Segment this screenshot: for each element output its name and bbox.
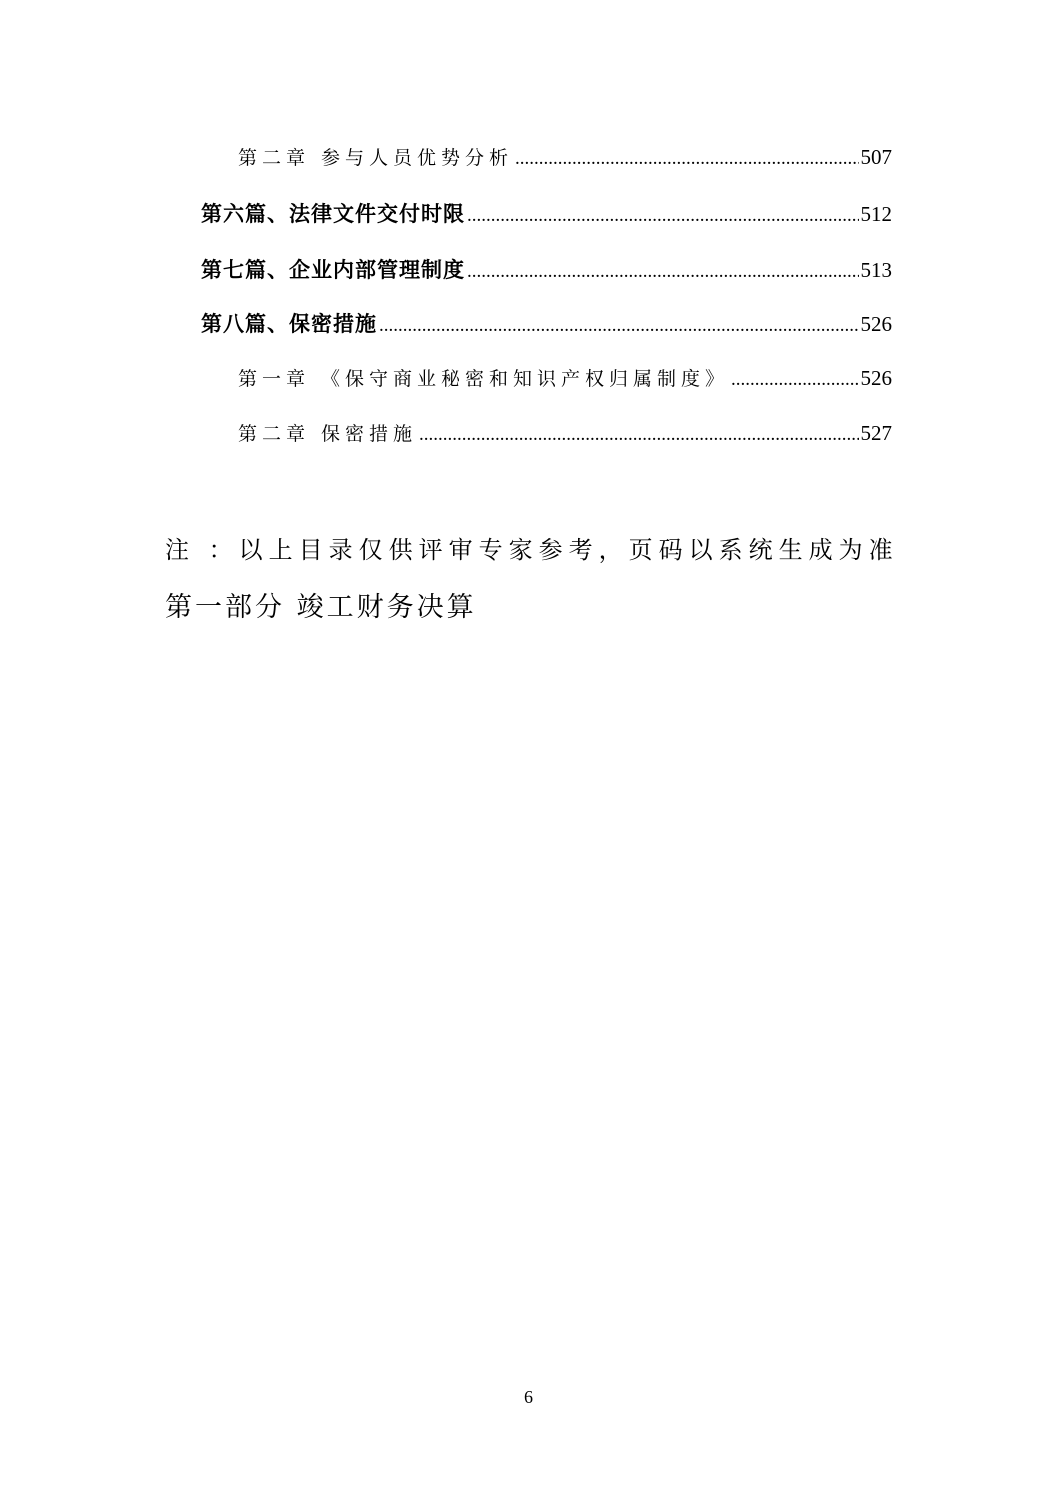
toc-entry-title: 第七篇、企业内部管理制度 xyxy=(201,257,465,282)
toc-entry[interactable] xyxy=(238,143,892,170)
toc-entry-page: 513 xyxy=(860,258,892,282)
toc-leader-dots xyxy=(467,205,859,227)
toc-entry-page: 512 xyxy=(860,202,892,226)
toc-entry-title: 第二章 保密措施 xyxy=(238,423,418,445)
toc-leader-dots xyxy=(419,424,858,446)
toc-entry-page: 527 xyxy=(860,421,892,445)
toc-entry-title: 第二章 参与人员优势分析 xyxy=(238,147,514,169)
toc-entry-page: 507 xyxy=(860,145,892,169)
toc-entry[interactable] xyxy=(201,254,892,284)
page-number: 6 xyxy=(524,1387,533,1407)
toc-entry[interactable] xyxy=(201,198,892,228)
toc-entry-page: 526 xyxy=(860,312,892,336)
toc-entry-title: 第六篇、法律文件交付时限 xyxy=(201,201,465,226)
section-heading: 第一部分 竣工财务决算 xyxy=(165,592,477,623)
toc-note: 注 ：以上目录仅供评审专家参考，页码以系统生成为准 xyxy=(165,536,899,564)
toc-leader-dots xyxy=(467,261,859,283)
toc-leader-dots xyxy=(515,148,858,170)
toc-leader-dots xyxy=(379,315,859,337)
toc-entry-title: 第八篇、保密措施 xyxy=(201,311,377,336)
toc-leader-dots xyxy=(731,369,858,391)
toc-entry[interactable] xyxy=(201,308,892,338)
toc-entry[interactable] xyxy=(238,364,892,391)
toc-entry[interactable] xyxy=(238,419,892,446)
toc-entry-page: 526 xyxy=(860,366,892,390)
toc-entry-title: 第一章 《保守商业秘密和知识产权归属制度》 xyxy=(238,368,730,390)
